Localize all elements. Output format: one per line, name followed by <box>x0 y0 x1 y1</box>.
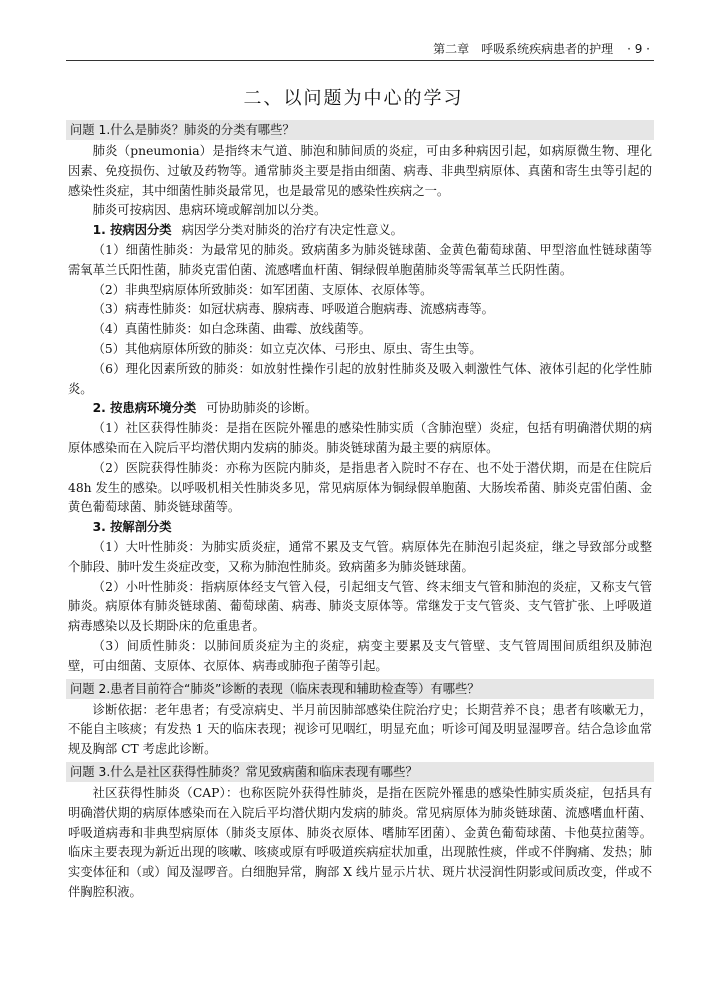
subheading-text: 病因学分类对肺炎的治疗有决定性意义。 <box>181 223 403 238</box>
subheading-label: 2. 按患病环境分类 <box>92 401 197 416</box>
list-item: （3）病毒性肺炎：如冠状病毒、腺病毒、呼吸道合胞病毒、流感病毒等。 <box>92 302 494 317</box>
paragraph: 肺炎（pneumonia）是指终末气道、肺泡和肺间质的炎症，可由多种病因引起，如病原微生物、理化因素、免疫损伤、过敏及药物等。通常肺炎主要是指由细菌、病毒、非典型病原体、真菌和寄生虫等引起的感染性炎症，其中细菌性肺炎最常见，也是最常见的感染性疾病之一。 <box>68 144 652 198</box>
paragraph: 肺炎可按病因、患病环境或解剖加以分类。 <box>92 203 327 218</box>
list-item: （2）非典型病原体所致肺炎：如军团菌、支原体、衣原体等。 <box>92 282 433 297</box>
subheading-label: 1. 按病因分类 <box>92 223 172 238</box>
list-item: （1）细菌性肺炎：为最常见的肺炎。致病菌多为肺炎链球菌、金黄色葡萄球菌、甲型溶血性链球菌等需氧革兰氏阳性菌，肺炎克雷伯菌、流感嗜血杆菌、铜绿假单胞菌肺炎等需氧革兰氏阴性菌。 <box>68 242 652 277</box>
question-3-bar: 问题 3.什么是社区获得性肺炎？常见致病菌和临床表现有哪些？ <box>66 762 654 782</box>
question-2-bar: 问题 2.患者目前符合“肺炎”诊断的表现（临床表现和辅助检查等）有哪些？ <box>66 679 654 699</box>
content <box>68 118 652 903</box>
subheading-3 <box>68 518 652 538</box>
list-item: （5）其他病原体所致的肺炎：如立克次体、弓形虫、原虫、寄生虫等。 <box>92 341 482 356</box>
page-header <box>380 40 650 57</box>
subheading-label: 3. 按解剖分类 <box>92 520 172 535</box>
paragraph: 诊断依据：老年患者；有受凉病史、半月前因肺部感染住院治疗史；长期营养不良；患者有咳嗽无力，不能自主咳痰；有发热 1 天的临床表现；视诊可见咽红，明显充血；听诊可闻及明显湿啰音。结合急诊血常规及胸部 CT 考虑此诊断。 <box>68 702 652 757</box>
list-item: （4）真菌性肺炎：如白念珠菌、曲霉、放线菌等。 <box>92 322 371 337</box>
paragraph: 社区获得性肺炎（CAP）：也称医院外获得性肺炎，是指在医院外罹患的感染性肺实质炎症，包括具有明确潜伏期的病原体感染而在入院后平均潜伏期内发病的肺炎。常见病原体为肺炎链球菌、流感嗜血杆菌、呼吸道病毒和非典型病原体（肺炎支原体、肺炎衣原体、嗜肺军团菌）、金黄色葡萄球菌、卡他莫拉菌等。临床主要表现为新近出现的咳嗽、咳痰或原有呼吸道疾病症状加重，出现脓性痰，伴或不伴胸痛、发热；肺实变体征和（或）闻及湿啰音。白细胞异常，胸部 X 线片显示片状、斑片状浸润性阴影或间质改变，伴或不伴胸腔积液。 <box>68 785 652 899</box>
list-item: （1）大叶性肺炎：为肺实质炎症，通常不累及支气管。病原体先在肺泡引起炎症，继之导致部分或整个肺段、肺叶发生炎症改变，又称为肺泡性肺炎。致病菌多为肺炎链球菌。 <box>68 539 652 574</box>
list-item: （1）社区获得性肺炎：是指在医院外罹患的感染性肺实质（含肺泡壁）炎症，包括有明确潜伏期的病原体感染而在入院后平均潜伏期内发病的肺炎。肺炎链球菌为最主要的病原体。 <box>68 421 652 455</box>
list-item: （2）医院获得性肺炎：亦称为医院内肺炎，是指患者入院时不存在、也不处于潜伏期，而是在住院后 48h 发生的感染。以呼吸机相关性肺炎多见，常见病原体为铜绿假单胞菌、大肠埃希菌、肺炎克雷伯菌、金黄色葡萄球菌、肺炎链球菌等。 <box>68 460 652 515</box>
section-title: 二、以问题为中心的学习 <box>243 88 464 109</box>
question-1-bar: 问题 1.什么是肺炎？肺炎的分类有哪些？ <box>66 120 654 140</box>
subheading-2 <box>68 399 652 419</box>
subheading-text: 可协助肺炎的诊断。 <box>206 401 317 416</box>
page-number: · 9 · <box>627 42 650 56</box>
list-item: （3）间质性肺炎：以肺间质炎症为主的炎症，病变主要累及支气管壁、支气管周围间质组织及肺泡壁，可由细菌、支原体、衣原体、病毒或肺孢子菌等引起。 <box>68 638 652 673</box>
list-item: （6）理化因素所致的肺炎：如放射性操作引起的放射性肺炎及吸入刺激性气体、液体引起的化学性肺炎。 <box>68 361 652 396</box>
list-item: （2）小叶性肺炎：指病原体经支气管入侵，引起细支气管、终末细支气管和肺泡的炎症，又称支气管肺炎。病原体有肺炎链球菌、葡萄球菌、病毒、肺炎支原体等。常继发于支气管炎、支气管扩张、上呼吸道病毒感染以及长期卧床的危重患者。 <box>68 579 652 634</box>
chapter-title: 第二章 呼吸系统疾病患者的护理 <box>433 42 614 56</box>
subheading-1 <box>68 221 652 241</box>
header-rule <box>66 60 654 61</box>
